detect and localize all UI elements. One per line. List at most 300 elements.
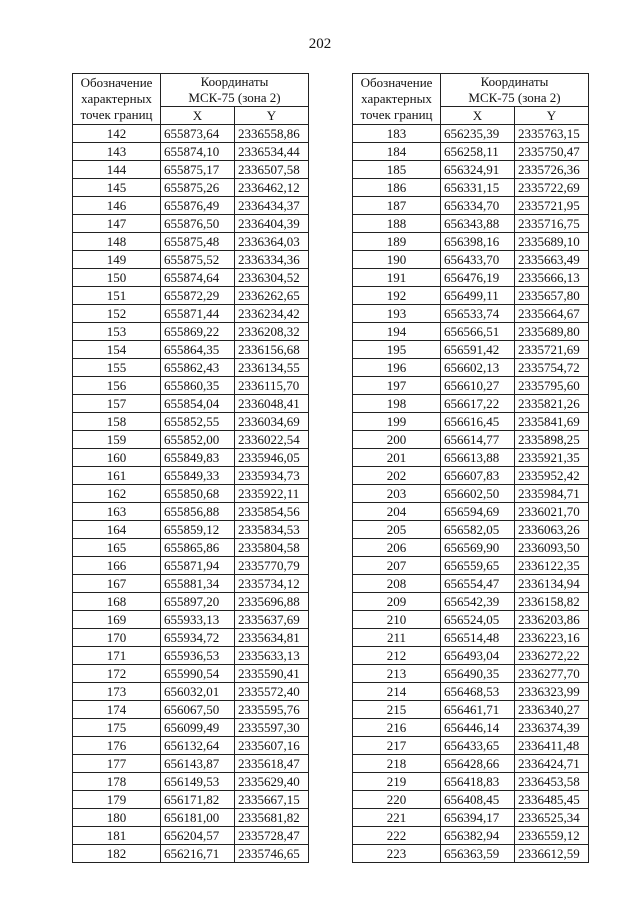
table-row — [73, 305, 309, 323]
y-coordinate-cell: 2335595,76 — [235, 701, 309, 719]
coordinates-table-left — [72, 73, 309, 863]
point-number-cell: 169 — [73, 611, 161, 629]
point-number-cell: 177 — [73, 755, 161, 773]
y-coordinate-cell: 2335750,47 — [515, 143, 589, 161]
x-coordinate-cell: 656490,35 — [441, 665, 515, 683]
table-row — [353, 125, 589, 143]
table-row — [353, 647, 589, 665]
y-coordinate-cell: 2336453,58 — [515, 773, 589, 791]
x-coordinate-cell: 656514,48 — [441, 629, 515, 647]
y-coordinate-cell: 2336063,26 — [515, 521, 589, 539]
point-number-cell: 218 — [353, 755, 441, 773]
y-coordinate-cell: 2335834,53 — [235, 521, 309, 539]
point-number-cell: 214 — [353, 683, 441, 701]
table-row — [353, 197, 589, 215]
y-coordinate-cell: 2335804,58 — [235, 539, 309, 557]
point-number-cell: 216 — [353, 719, 441, 737]
y-coordinate-cell: 2335946,05 — [235, 449, 309, 467]
point-number-cell: 175 — [73, 719, 161, 737]
point-number-cell: 197 — [353, 377, 441, 395]
point-number-cell: 217 — [353, 737, 441, 755]
y-coordinate-cell: 2335921,35 — [515, 449, 589, 467]
y-coordinate-cell: 2336208,32 — [235, 323, 309, 341]
table-row — [73, 791, 309, 809]
point-number-cell: 202 — [353, 467, 441, 485]
table-row — [73, 521, 309, 539]
point-number-cell: 144 — [73, 161, 161, 179]
point-number-cell: 211 — [353, 629, 441, 647]
y-coordinate-cell: 2335726,36 — [515, 161, 589, 179]
point-number-cell: 196 — [353, 359, 441, 377]
table-row — [353, 593, 589, 611]
x-coordinate-cell: 656607,83 — [441, 467, 515, 485]
x-coordinate-cell: 655872,29 — [161, 287, 235, 305]
table-row — [353, 629, 589, 647]
y-coordinate-cell: 2336304,52 — [235, 269, 309, 287]
x-coordinate-cell: 656331,15 — [441, 179, 515, 197]
x-coordinate-cell: 655875,48 — [161, 233, 235, 251]
x-coordinate-cell: 656181,00 — [161, 809, 235, 827]
y-coordinate-cell: 2335754,72 — [515, 359, 589, 377]
x-coordinate-cell: 656591,42 — [441, 341, 515, 359]
point-number-cell: 151 — [73, 287, 161, 305]
x-coordinate-cell: 656602,50 — [441, 485, 515, 503]
x-coordinate-cell: 655859,12 — [161, 521, 235, 539]
x-coordinate-cell: 656428,66 — [441, 755, 515, 773]
point-number-cell: 155 — [73, 359, 161, 377]
y-coordinate-cell: 2336507,58 — [235, 161, 309, 179]
table-row — [73, 269, 309, 287]
table-row — [353, 701, 589, 719]
point-number-cell: 212 — [353, 647, 441, 665]
point-number-cell: 174 — [73, 701, 161, 719]
y-coordinate-cell: 2335572,40 — [235, 683, 309, 701]
y-coordinate-cell: 2336534,44 — [235, 143, 309, 161]
point-number-cell: 168 — [73, 593, 161, 611]
coordinates-header: Координаты МСК-75 (зона 2) — [441, 74, 589, 107]
y-coordinate-cell: 2335629,40 — [235, 773, 309, 791]
table-row — [73, 125, 309, 143]
table-row — [73, 503, 309, 521]
point-number-cell: 195 — [353, 341, 441, 359]
point-number-cell: 201 — [353, 449, 441, 467]
table-row — [353, 233, 589, 251]
table-row — [73, 647, 309, 665]
x-coordinate-cell: 656476,19 — [441, 269, 515, 287]
x-coordinate-cell: 656258,11 — [441, 143, 515, 161]
x-coordinate-cell: 656569,90 — [441, 539, 515, 557]
x-coordinate-cell: 655875,17 — [161, 161, 235, 179]
table-row — [353, 143, 589, 161]
point-number-cell: 209 — [353, 593, 441, 611]
x-coordinate-cell: 655875,26 — [161, 179, 235, 197]
point-label-header: Обозначение характерных точек границ — [73, 74, 161, 125]
y-coordinate-cell: 2336374,39 — [515, 719, 589, 737]
point-number-cell: 157 — [73, 395, 161, 413]
point-number-cell: 186 — [353, 179, 441, 197]
y-coordinate-cell: 2336323,99 — [515, 683, 589, 701]
x-coordinate-cell: 655876,49 — [161, 197, 235, 215]
y-coordinate-cell: 2336022,54 — [235, 431, 309, 449]
y-coordinate-cell: 2336485,45 — [515, 791, 589, 809]
x-coordinate-cell: 656559,65 — [441, 557, 515, 575]
y-coordinate-cell: 2335721,95 — [515, 197, 589, 215]
table-row — [73, 467, 309, 485]
point-number-cell: 221 — [353, 809, 441, 827]
x-coordinate-cell: 656617,22 — [441, 395, 515, 413]
x-coordinate-cell: 655897,20 — [161, 593, 235, 611]
table-row — [73, 143, 309, 161]
y-coordinate-cell: 2335898,25 — [515, 431, 589, 449]
point-number-cell: 166 — [73, 557, 161, 575]
y-coordinate-cell: 2336034,69 — [235, 413, 309, 431]
y-coordinate-cell: 2336558,86 — [235, 125, 309, 143]
point-number-cell: 215 — [353, 701, 441, 719]
x-coordinate-cell: 656382,94 — [441, 827, 515, 845]
y-coordinate-cell: 2336612,59 — [515, 845, 589, 863]
point-number-cell: 200 — [353, 431, 441, 449]
y-coordinate-cell: 2335841,69 — [515, 413, 589, 431]
y-coordinate-cell: 2336158,82 — [515, 593, 589, 611]
point-number-cell: 171 — [73, 647, 161, 665]
y-coordinate-cell: 2336525,34 — [515, 809, 589, 827]
x-coordinate-cell: 656542,39 — [441, 593, 515, 611]
y-coordinate-cell: 2335667,15 — [235, 791, 309, 809]
table-row — [73, 575, 309, 593]
point-number-cell: 219 — [353, 773, 441, 791]
point-number-cell: 154 — [73, 341, 161, 359]
table-row — [353, 377, 589, 395]
x-coordinate-cell: 655934,72 — [161, 629, 235, 647]
page-number: 202 — [308, 36, 332, 52]
table-row — [353, 683, 589, 701]
table-row — [353, 755, 589, 773]
y-coordinate-cell: 2335607,16 — [235, 737, 309, 755]
x-coordinate-cell: 656171,82 — [161, 791, 235, 809]
y-coordinate-cell: 2336115,70 — [235, 377, 309, 395]
table-row — [73, 827, 309, 845]
y-coordinate-cell: 2336424,71 — [515, 755, 589, 773]
table-row — [73, 485, 309, 503]
coordinates-header: Координаты МСК-75 (зона 2) — [161, 74, 309, 107]
y-coordinate-cell: 2336404,39 — [235, 215, 309, 233]
x-coordinate-cell: 656493,04 — [441, 647, 515, 665]
y-coordinate-cell: 2335664,67 — [515, 305, 589, 323]
y-coordinate-cell: 2335722,69 — [515, 179, 589, 197]
point-number-cell: 205 — [353, 521, 441, 539]
point-number-cell: 180 — [73, 809, 161, 827]
x-coordinate-cell: 656582,05 — [441, 521, 515, 539]
point-number-cell: 182 — [73, 845, 161, 863]
point-number-cell: 164 — [73, 521, 161, 539]
y-coordinate-cell: 2336134,94 — [515, 575, 589, 593]
table-row — [353, 485, 589, 503]
table-row — [73, 611, 309, 629]
table-row — [353, 845, 589, 863]
table-row — [353, 737, 589, 755]
x-coordinate-cell: 655850,68 — [161, 485, 235, 503]
point-number-cell: 145 — [73, 179, 161, 197]
x-coordinate-cell: 656363,59 — [441, 845, 515, 863]
point-number-cell: 161 — [73, 467, 161, 485]
x-coordinate-cell: 656566,51 — [441, 323, 515, 341]
x-coordinate-cell: 656533,74 — [441, 305, 515, 323]
y-coordinate-cell: 2336021,70 — [515, 503, 589, 521]
point-number-cell: 198 — [353, 395, 441, 413]
x-coordinate-cell: 656067,50 — [161, 701, 235, 719]
x-coordinate-cell: 656461,71 — [441, 701, 515, 719]
y-coordinate-cell: 2335637,69 — [235, 611, 309, 629]
y-coordinate-cell: 2336411,48 — [515, 737, 589, 755]
table-row — [73, 341, 309, 359]
x-coordinate-cell: 656433,65 — [441, 737, 515, 755]
point-number-cell: 153 — [73, 323, 161, 341]
table-row — [73, 161, 309, 179]
point-number-cell: 193 — [353, 305, 441, 323]
x-coordinate-cell: 656032,01 — [161, 683, 235, 701]
y-coordinate-cell: 2335922,11 — [235, 485, 309, 503]
table-row — [353, 665, 589, 683]
table-row — [353, 539, 589, 557]
x-coordinate-cell: 655933,13 — [161, 611, 235, 629]
y-column-header: Y — [515, 107, 589, 125]
point-number-cell: 184 — [353, 143, 441, 161]
y-coordinate-cell: 2335934,73 — [235, 467, 309, 485]
x-coordinate-cell: 656235,39 — [441, 125, 515, 143]
y-coordinate-cell: 2335689,10 — [515, 233, 589, 251]
table-row — [353, 269, 589, 287]
y-coordinate-cell: 2335734,12 — [235, 575, 309, 593]
x-coordinate-cell: 655871,44 — [161, 305, 235, 323]
y-coordinate-cell: 2335597,30 — [235, 719, 309, 737]
point-number-cell: 194 — [353, 323, 441, 341]
point-number-cell: 207 — [353, 557, 441, 575]
point-number-cell: 222 — [353, 827, 441, 845]
table-row — [73, 449, 309, 467]
x-coordinate-cell: 656554,47 — [441, 575, 515, 593]
y-coordinate-cell: 2335821,26 — [515, 395, 589, 413]
table-row — [73, 755, 309, 773]
x-coordinate-cell: 655865,86 — [161, 539, 235, 557]
table-row — [353, 305, 589, 323]
y-coordinate-cell: 2336223,16 — [515, 629, 589, 647]
y-coordinate-cell: 2336462,12 — [235, 179, 309, 197]
point-number-cell: 204 — [353, 503, 441, 521]
x-coordinate-cell: 656468,53 — [441, 683, 515, 701]
y-coordinate-cell: 2336156,68 — [235, 341, 309, 359]
x-coordinate-cell: 655881,34 — [161, 575, 235, 593]
point-number-cell: 147 — [73, 215, 161, 233]
x-coordinate-cell: 656499,11 — [441, 287, 515, 305]
x-coordinate-cell: 656334,70 — [441, 197, 515, 215]
x-coordinate-cell: 655876,50 — [161, 215, 235, 233]
x-coordinate-cell: 656216,71 — [161, 845, 235, 863]
point-number-cell: 223 — [353, 845, 441, 863]
point-number-cell: 210 — [353, 611, 441, 629]
point-number-cell: 187 — [353, 197, 441, 215]
point-number-cell: 152 — [73, 305, 161, 323]
point-number-cell: 170 — [73, 629, 161, 647]
x-coordinate-cell: 656343,88 — [441, 215, 515, 233]
x-column-header: X — [441, 107, 515, 125]
point-number-cell: 199 — [353, 413, 441, 431]
table-row — [73, 629, 309, 647]
y-coordinate-cell: 2336340,27 — [515, 701, 589, 719]
table-row — [73, 431, 309, 449]
x-coordinate-cell: 655869,22 — [161, 323, 235, 341]
y-coordinate-cell: 2335657,80 — [515, 287, 589, 305]
y-coordinate-cell: 2335681,82 — [235, 809, 309, 827]
x-coordinate-cell: 655860,35 — [161, 377, 235, 395]
y-coordinate-cell: 2335716,75 — [515, 215, 589, 233]
table-row — [73, 773, 309, 791]
x-coordinate-cell: 656446,14 — [441, 719, 515, 737]
point-number-cell: 190 — [353, 251, 441, 269]
x-coordinate-cell: 656143,87 — [161, 755, 235, 773]
point-number-cell: 176 — [73, 737, 161, 755]
point-number-cell: 178 — [73, 773, 161, 791]
x-coordinate-cell: 655849,83 — [161, 449, 235, 467]
point-number-cell: 150 — [73, 269, 161, 287]
table-row — [353, 809, 589, 827]
x-coordinate-cell: 656433,70 — [441, 251, 515, 269]
table-row — [353, 359, 589, 377]
table-row — [73, 197, 309, 215]
x-coordinate-cell: 656614,77 — [441, 431, 515, 449]
table-row — [73, 557, 309, 575]
table-row — [353, 557, 589, 575]
x-column-header: X — [161, 107, 235, 125]
x-coordinate-cell: 655873,64 — [161, 125, 235, 143]
y-coordinate-cell: 2335618,47 — [235, 755, 309, 773]
point-number-cell: 206 — [353, 539, 441, 557]
table-row — [73, 251, 309, 269]
table-row — [353, 251, 589, 269]
table-row — [73, 665, 309, 683]
y-coordinate-cell: 2335590,41 — [235, 665, 309, 683]
point-number-cell: 185 — [353, 161, 441, 179]
point-number-cell: 148 — [73, 233, 161, 251]
y-coordinate-cell: 2336122,35 — [515, 557, 589, 575]
x-coordinate-cell: 655852,55 — [161, 413, 235, 431]
table-row — [353, 503, 589, 521]
y-coordinate-cell: 2335633,13 — [235, 647, 309, 665]
x-coordinate-cell: 656408,45 — [441, 791, 515, 809]
point-number-cell: 143 — [73, 143, 161, 161]
table-row — [353, 341, 589, 359]
x-coordinate-cell: 655852,00 — [161, 431, 235, 449]
point-number-cell: 192 — [353, 287, 441, 305]
x-coordinate-cell: 655854,04 — [161, 395, 235, 413]
point-number-cell: 160 — [73, 449, 161, 467]
x-coordinate-cell: 655936,53 — [161, 647, 235, 665]
x-coordinate-cell: 656610,27 — [441, 377, 515, 395]
y-coordinate-cell: 2335746,65 — [235, 845, 309, 863]
point-number-cell: 165 — [73, 539, 161, 557]
x-coordinate-cell: 656616,45 — [441, 413, 515, 431]
point-number-cell: 188 — [353, 215, 441, 233]
point-label-header: Обозначение характерных точек границ — [353, 74, 441, 125]
point-number-cell: 220 — [353, 791, 441, 809]
x-coordinate-cell: 656132,64 — [161, 737, 235, 755]
x-coordinate-cell: 655849,33 — [161, 467, 235, 485]
table-row — [353, 719, 589, 737]
table-row — [353, 431, 589, 449]
x-coordinate-cell: 656149,53 — [161, 773, 235, 791]
table-row — [353, 161, 589, 179]
table-row — [73, 809, 309, 827]
coordinates-table-right — [352, 73, 589, 863]
point-number-cell: 156 — [73, 377, 161, 395]
y-coordinate-cell: 2335666,13 — [515, 269, 589, 287]
table-row — [353, 611, 589, 629]
table-row — [73, 395, 309, 413]
table-row — [353, 287, 589, 305]
point-number-cell: 189 — [353, 233, 441, 251]
x-coordinate-cell: 655990,54 — [161, 665, 235, 683]
table-row — [73, 233, 309, 251]
y-coordinate-cell: 2336272,22 — [515, 647, 589, 665]
x-coordinate-cell: 655864,35 — [161, 341, 235, 359]
y-coordinate-cell: 2336048,41 — [235, 395, 309, 413]
y-coordinate-cell: 2336559,12 — [515, 827, 589, 845]
point-number-cell: 213 — [353, 665, 441, 683]
x-coordinate-cell: 655874,64 — [161, 269, 235, 287]
point-number-cell: 142 — [73, 125, 161, 143]
x-coordinate-cell: 655871,94 — [161, 557, 235, 575]
table-row — [73, 845, 309, 863]
y-coordinate-cell: 2335663,49 — [515, 251, 589, 269]
table-row — [353, 215, 589, 233]
table-row — [353, 179, 589, 197]
table-row — [73, 287, 309, 305]
table-row — [353, 575, 589, 593]
point-number-cell: 172 — [73, 665, 161, 683]
table-row — [353, 827, 589, 845]
table-row — [73, 539, 309, 557]
y-coordinate-cell: 2336203,86 — [515, 611, 589, 629]
point-number-cell: 146 — [73, 197, 161, 215]
table-row — [73, 323, 309, 341]
table-row — [353, 773, 589, 791]
point-number-cell: 163 — [73, 503, 161, 521]
x-coordinate-cell: 656394,17 — [441, 809, 515, 827]
point-number-cell: 159 — [73, 431, 161, 449]
y-coordinate-cell: 2335763,15 — [515, 125, 589, 143]
table-row — [73, 593, 309, 611]
table-row — [73, 377, 309, 395]
x-coordinate-cell: 656324,91 — [441, 161, 515, 179]
y-coordinate-cell: 2335854,56 — [235, 503, 309, 521]
x-coordinate-cell: 656613,88 — [441, 449, 515, 467]
y-coordinate-cell: 2335770,79 — [235, 557, 309, 575]
table-row — [353, 449, 589, 467]
y-coordinate-cell: 2336134,55 — [235, 359, 309, 377]
y-coordinate-cell: 2335634,81 — [235, 629, 309, 647]
table-row — [73, 359, 309, 377]
table-row — [73, 719, 309, 737]
y-coordinate-cell: 2335984,71 — [515, 485, 589, 503]
table-row — [73, 179, 309, 197]
table-row — [353, 521, 589, 539]
point-number-cell: 158 — [73, 413, 161, 431]
point-number-cell: 191 — [353, 269, 441, 287]
point-number-cell: 203 — [353, 485, 441, 503]
table-row — [73, 737, 309, 755]
y-coordinate-cell: 2336262,65 — [235, 287, 309, 305]
point-number-cell: 208 — [353, 575, 441, 593]
y-coordinate-cell: 2336334,36 — [235, 251, 309, 269]
